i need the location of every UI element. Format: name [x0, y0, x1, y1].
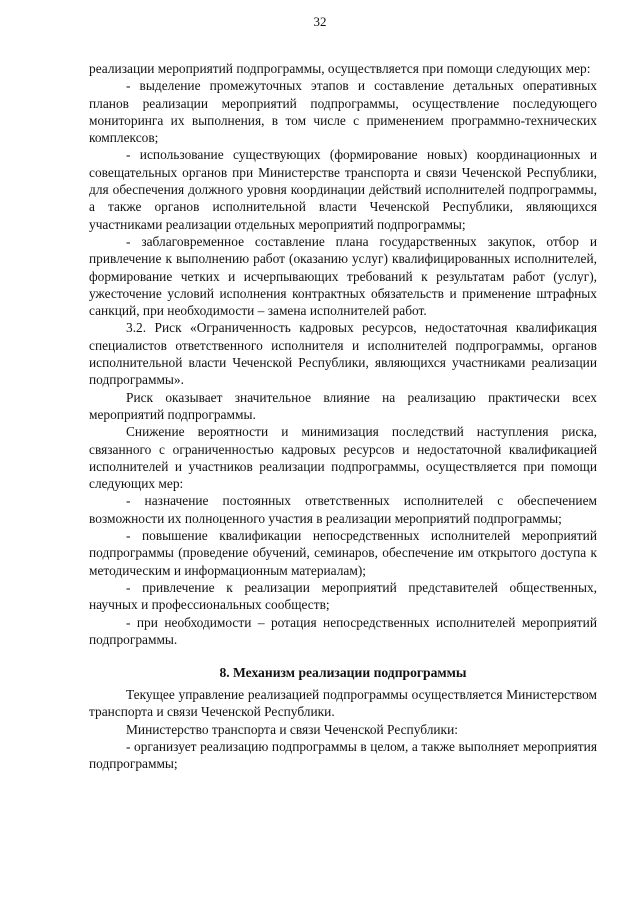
page-number: 32	[313, 14, 327, 29]
list-item: - повышение квалификации непосредственных исполнителей мероприятий подпрограммы (проведение обучений, семинаров, обеспечение им открытого доступа к методическим и информационным материалам);	[89, 528, 597, 578]
section-heading: 8. Механизм реализации подпрограммы	[219, 665, 467, 681]
paragraph: Снижение вероятности и минимизация последствий наступления риска, связанного с ограниченностью кадровых ресурсов и недостаточной квалификацией исполнителей и участников реализации подпрограммы, осуществляется при помощи следующих мер:	[89, 424, 597, 492]
risk-paragraph: 3.2. Риск «Ограниченность кадровых ресурсов, недостаточная квалификация специалистов ответственного исполнителя и исполнителей подпрограммы, органов исполнительной власти Чеченской Республики, являющихся участниками реализации подпрограммы».	[89, 320, 597, 388]
list-item: - при необходимости – ротация непосредственных исполнителей мероприятий подпрограммы.	[89, 614, 597, 647]
list-item: - заблаговременное составление плана государственных закупок, отбор и привлечение к выполнению работ (оказанию услуг) квалифицированных исполнителей, формирование четких и исчерпывающих требований к результатам работ (услуг), ужесточение условий исполнения контрактных обязательств и применение штрафных санкций, при необходимости – замена исполнителей работ.	[89, 233, 597, 319]
paragraph: Риск оказывает значительное влияние на реализацию практически всех мероприятий подпрограммы.	[89, 389, 597, 422]
paragraph: реализации мероприятий подпрограммы, осуществляется при помощи следующих мер:	[89, 61, 591, 76]
list-item: - организует реализацию подпрограммы в целом, а также выполняет мероприятия подпрограммы;	[89, 738, 597, 772]
document-body	[89, 60, 597, 773]
list-item: - привлечение к реализации мероприятий представителей общественных, научных и профессиональных сообществ;	[89, 579, 597, 613]
paragraph: Текущее управление реализацией подпрограммы осуществляется Министерством транспорта и связи Чеченской Республики.	[89, 687, 597, 720]
list-item: - выделение промежуточных этапов и составление детальных оперативных планов реализации мероприятий подпрограммы, осуществление последующего мониторинга их выполнения, в том числе с применением программно-технических комплексов;	[89, 78, 597, 146]
list-item: - использование существующих (формирование новых) координационных и совещательных органов при Министерстве транспорта и связи Чеченской Республики, для обеспечения должного уровня координации действий исполнителей подпрограммы, а также органов исполнительной власти Чеченской Республики, являющихся участниками реализации отдельных мероприятий подпрограммы;	[89, 147, 597, 232]
list-item: - назначение постоянных ответственных исполнителей с обеспечением возможности их полноценного участия в реализации мероприятий подпрограммы;	[89, 493, 597, 526]
paragraph: Министерство транспорта и связи Чеченской Республики:	[126, 721, 458, 737]
